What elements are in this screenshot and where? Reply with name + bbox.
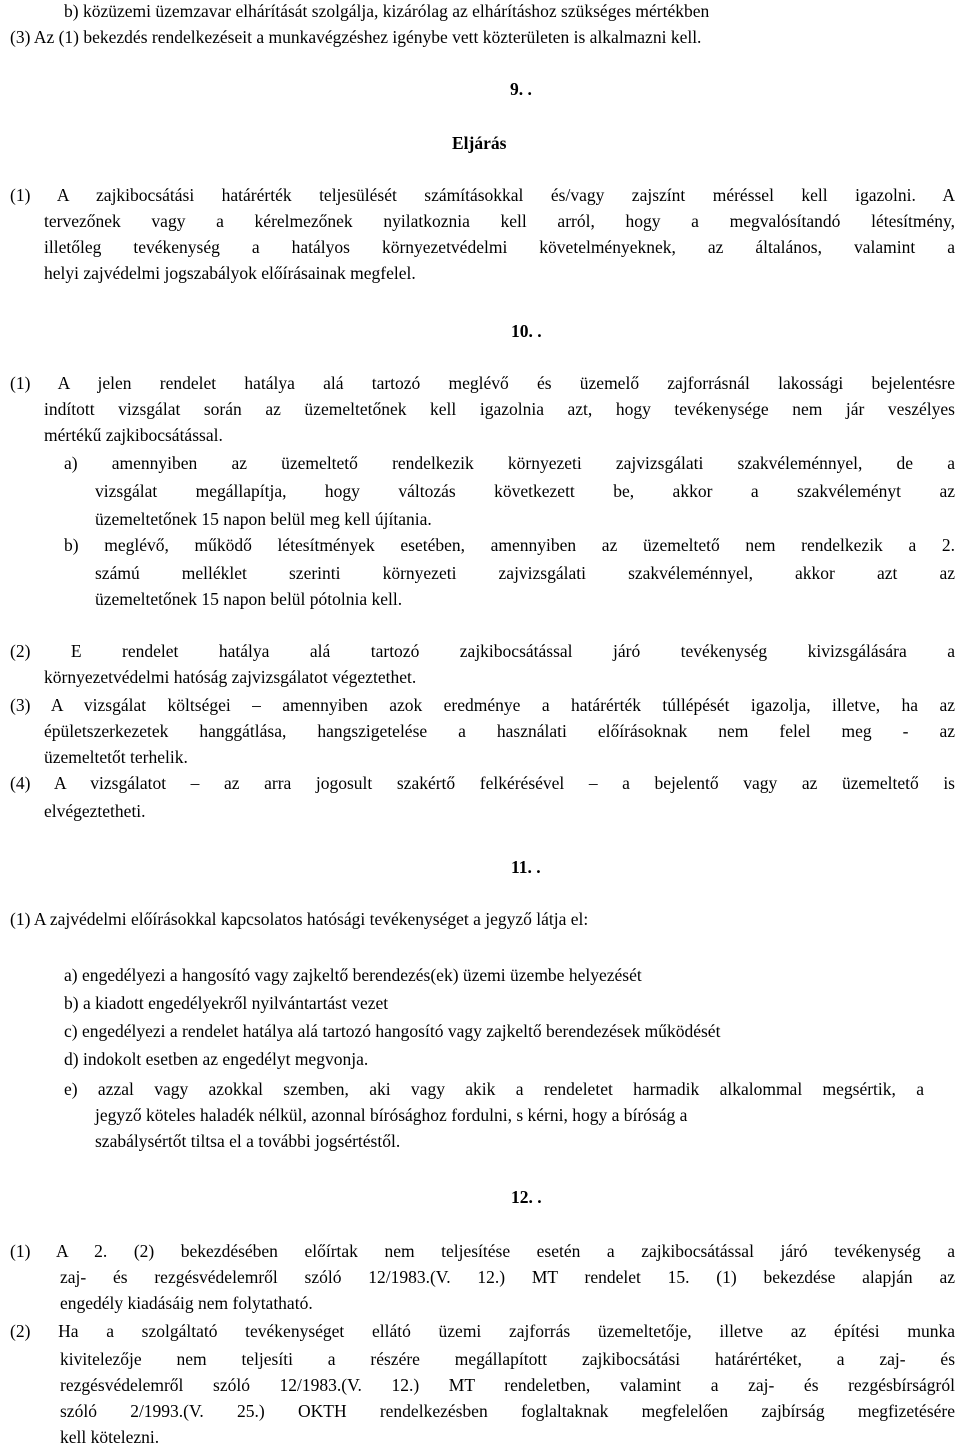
list-item-b: b) közüzemi üzemzavar elhárítását szolgálja, kizárólag az elhárításhoz szükséges mértékben: [64, 1, 710, 21]
s12-p1-line3: engedély kiadásáig nem folytatható.: [60, 1293, 313, 1313]
s11-item-c: c) engedélyezi a rendelet hatálya alá tartozó hangosító vagy zajkeltő berendezések működését: [64, 1021, 721, 1041]
s10-p2-line2: környezetvédelmi hatóság zajvizsgálatot végeztethet.: [44, 667, 417, 687]
s11-item-b: b) a kiadott engedélyekről nyilvántartást vezet: [64, 993, 389, 1013]
s12-p1-line2: zaj- és rezgésvédelemről szóló 12/1983.(V. 12.) MT rendelet 15. (1) bekezdése alapján az: [60, 1267, 955, 1287]
s12-p2-line3: rezgésvédelemről szóló 12/1983.(V. 12.) MT rendeletben, valamint a zaj- és rezgésbírságról: [60, 1375, 955, 1395]
s10-a-line1: a) amennyiben az üzemeltető rendelkezik környezeti zajvizsgálati szakvéleménnyel, de a: [64, 453, 955, 473]
s10-b-line1: b) meglévő, működő létesítmények esetében, amennyiben az üzemeltető nem rendelkezik a 2.: [64, 535, 955, 555]
s11-item-a: a) engedélyezi a hangosító vagy zajkeltő berendezés(ek) üzemi üzembe helyezését: [64, 965, 642, 985]
s12-p2-line2: kivitelezője nem teljesíti a részére megállapított zajkibocsátási határértéket, a zaj- és: [60, 1349, 955, 1369]
s12-p1-line1: (1) A 2. (2) bekezdésében előírtak nem teljesítése esetén a zajkibocsátással járó tevékenység a: [10, 1241, 955, 1261]
s9-p1-line4: helyi zajvédelmi jogszabályok előírásainak megfelel.: [44, 263, 416, 283]
s12-p2-line5: kell kötelezni.: [60, 1427, 160, 1447]
section-number-10: 10. .: [511, 321, 542, 341]
section-number-11: 11. .: [511, 857, 541, 877]
section-title-eljaras: Eljárás: [452, 133, 507, 153]
s10-p4-line2: elvégeztetheti.: [44, 801, 146, 821]
s10-p1-line1: (1) A jelen rendelet hatálya alá tartozó meglévő és üzemelő zajforrásnál lakossági bejelentésre: [10, 373, 955, 393]
s10-p2-line1: (2) E rendelet hatálya alá tartozó zajkibocsátással járó tevékenység kivizsgálására a: [10, 641, 955, 661]
s10-b-line3: üzemeltetőnek 15 napon belül pótolnia kell.: [95, 589, 403, 609]
s10-p1-line3: mértékű zajkibocsátással.: [44, 425, 223, 445]
s11-item-e-line2: jegyző köteles haladék nélkül, azonnal bírósághoz fordulni, s kérni, hogy a bíróság a: [95, 1105, 688, 1125]
s10-a-line2: vizsgálat megállapítja, hogy változás következett be, akkor a szakvéleményt az: [95, 481, 955, 501]
section-number-9: 9. .: [510, 79, 532, 99]
s11-item-d: d) indokolt esetben az engedélyt megvonja.: [64, 1049, 369, 1069]
s10-p3-line1: (3) A vizsgálat költségei – amennyiben azok eredménye a határérték túllépését igazolja, illetve, ha az: [10, 695, 955, 715]
s11-item-e-line1: e) azzal vagy azokkal szemben, aki vagy akik a rendeletet harmadik alkalommal megsértik, a: [64, 1079, 924, 1099]
s9-p1-line1: (1) A zajkibocsátási határérték teljesülését számításokkal és/vagy zajszínt méréssel kell igazolni. A: [10, 185, 955, 205]
s12-p2-line1: (2) Ha a szolgáltató tevékenységet ellátó üzemi zajforrás üzemeltetője, illetve az építési munka: [10, 1321, 955, 1341]
s10-p4-line1: (4) A vizsgálatot – az arra jogosult szakértő felkérésével – a bejelentő vagy az üzemeltető is: [10, 773, 955, 793]
s11-item-e-line3: szabálysértőt tiltsa el a további jogsértéstől.: [95, 1131, 401, 1151]
s10-p3-line2: épületszerkezetek hanggátlása, hangszigetelése a használati előírásoknak nem felel meg - az: [44, 721, 955, 741]
s9-p1-line3: illetőleg tevékenység a hatályos környezetvédelmi követelményeknek, az általános, valamint a: [44, 237, 955, 257]
s10-b-line2: számú melléklet szerinti környezeti zajvizsgálati szakvéleménnyel, akkor azt az: [95, 563, 955, 583]
section-number-12: 12. .: [511, 1187, 542, 1207]
s10-p3-line3: üzemeltetőt terhelik.: [44, 747, 188, 767]
s12-p2-line4: szóló 2/1993.(V. 25.) OKTH rendelkezésben foglaltaknak megfelelően zajbírság megfizetésére: [60, 1401, 955, 1421]
s11-p1: (1) A zajvédelmi előírásokkal kapcsolatos hatósági tevékenységet a jegyző látja el:: [10, 909, 589, 929]
s10-a-line3: üzemeltetőnek 15 napon belül meg kell újítania.: [95, 509, 432, 529]
s10-p1-line2: indított vizsgálat során az üzemeltetőnek kell igazolnia azt, hogy tevékenysége nem jár veszélyes: [44, 399, 955, 419]
paragraph-3: (3) Az (1) bekezdés rendelkezéseit a munkavégzéshez igénybe vett közterületen is alkalmazni kell.: [10, 27, 702, 47]
s9-p1-line2: tervezőnek vagy a kérelmezőnek nyilatkoznia kell arról, hogy a megvalósítandó létesítmény,: [44, 211, 955, 231]
